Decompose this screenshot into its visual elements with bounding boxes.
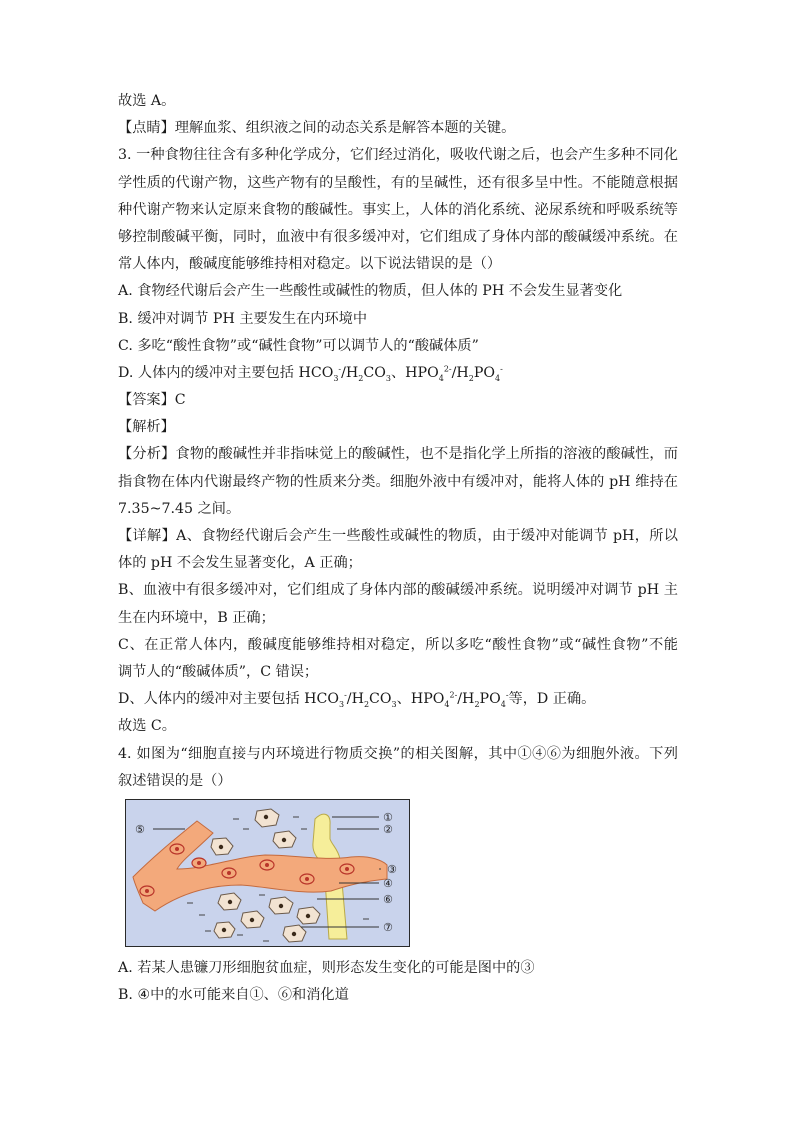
subscript: 2 [468, 373, 474, 383]
text-run: /H [451, 364, 469, 381]
text-line-l09: B. 缓冲对调节 PH 主要发生在内环境中 [118, 310, 368, 327]
text-line-l01: 故选 A。 [118, 93, 176, 109]
subscript: 3 [339, 699, 345, 709]
label-7: ⑦ [383, 920, 393, 934]
text-line-l03: 3. 一种食物往往含有多种化学成分，它们经过消化，吸收代谢之后，也会产生多种不同化 [118, 147, 678, 164]
subscript: 4 [438, 373, 444, 383]
tissue-diagram [125, 799, 415, 949]
label-2: ② [383, 822, 393, 836]
text-line-l07: 常人体内，酸碱度能够维持相对稳定。以下说法错误的是（） [118, 256, 502, 273]
superscript: - [505, 690, 509, 700]
text-run: 、HPO [396, 691, 445, 708]
text-run: 、HPO [390, 364, 439, 381]
superscript: - [500, 364, 503, 374]
option-d-line [118, 360, 678, 387]
text-run: CO [369, 691, 392, 708]
question-3-block [118, 88, 678, 360]
text-line-l02: 【点睛】理解血浆、组织液之间的动态关系是解答本题的关键。 [118, 120, 516, 137]
superscript: - [344, 690, 347, 700]
text-line-l14: 【分析】食物的酸碱性并非指味觉上的酸碱性，也不是指化学上所指的溶液的酸碱性，而 [118, 446, 678, 463]
text-line-l26: 叙述错误的是（） [118, 772, 232, 789]
label-4: ④ [383, 876, 393, 890]
label-6: ⑥ [383, 892, 393, 906]
subscript: 2 [363, 699, 370, 709]
label-5: ⑤ [135, 822, 145, 836]
label-1: ① [383, 810, 393, 824]
text-line-l20: 生在内环境中，B 正确； [118, 609, 275, 626]
text-run: PO [479, 691, 501, 708]
text-line-l17: 【详解】A、食物经代谢后会产生一些酸性或碱性的物质，由于缓冲对能调节 pH，所以 [118, 528, 678, 544]
text-line-l28: B. ④中的水可能来自①、⑥和消化道 [118, 987, 349, 1004]
text-line-l24: 故选 C。 [118, 718, 176, 735]
subscript: 3 [391, 699, 397, 709]
superscript: - [338, 364, 342, 374]
text-line-l13: 【解析】 [118, 419, 175, 436]
text-line-l16: 7.35~7.45 之间。 [118, 500, 241, 517]
question-4-options [118, 955, 678, 1009]
subscript: 2 [474, 699, 480, 709]
text-line-l22: 调节人的“酸碱体质”，C 错误； [118, 663, 319, 680]
text-line-l10: C. 多吃“酸性食物”或“碱性食物”可以调节人的“酸碱体质” [118, 337, 479, 354]
superscript: 2- [443, 364, 452, 374]
text-line-l19: B、血液中有很多缓冲对，它们组成了身体内部的酸碱缓冲系统。说明缓冲对调节 pH 主 [118, 582, 678, 599]
text-line-l05: 种代谢产物来认定原来食物的酸碱性。事实上，人体的消化系统、泌尿系统和呼吸系统等 [118, 201, 678, 218]
text-run: PO [473, 364, 496, 381]
text-line-l12: 【答案】C [118, 392, 186, 409]
label-3: ③ [387, 862, 397, 876]
text-run: CO [363, 364, 386, 381]
text-run: D、人体内的缓冲对主要包括 HCO [118, 691, 339, 708]
text-run: D. 人体内的缓冲对主要包括 HCO [118, 364, 334, 381]
text-run: 等，D 正确。 [508, 691, 596, 708]
text-run: /H [346, 691, 364, 708]
subscript: 3 [333, 373, 339, 383]
text-line-l15: 指食物在体内代谢最终产物的性质来分类。细胞外液中有缓冲对，能将人体的 pH 维持在 [118, 473, 678, 490]
text-line-l21: C、在正常人体内，酸碱度能够维持相对稳定，所以多吃“酸性食物”或“碱性食物”不能 [118, 636, 678, 653]
tissue-exchange-figure [125, 799, 415, 949]
text-line-l04: 学性质的代谢产物，这些产物有的呈酸性，有的呈碱性，还有很多呈中性。不能随意根据 [118, 174, 678, 191]
subscript: 4 [444, 699, 450, 709]
subscript: 2 [358, 373, 364, 383]
text-line-l27: A. 若某人患镰刀形细胞贫血症，则形态发生变化的可能是图中的③ [118, 959, 535, 976]
subscript: 3 [385, 373, 391, 383]
text-line-l06: 够控制酸碱平衡，同时，血液中有很多缓冲对，它们组成了身体内部的酸碱缓冲系统。在 [118, 228, 678, 245]
question-4-stem [118, 713, 678, 795]
document-page [118, 88, 678, 1009]
subscript: 4 [495, 373, 501, 383]
text-run: /H [341, 364, 359, 381]
subscript: 4 [500, 699, 506, 709]
text-line-l18: 体的 pH 不会发生显著变化，A 正确； [118, 555, 362, 572]
text-run: /H [457, 691, 475, 708]
text-line-l25: 4. 如图为“细胞直接与内环境进行物质交换”的相关图解，其中①④⑥为细胞外液。下列 [118, 745, 678, 762]
detail-d-line [118, 686, 678, 713]
superscript: 2- [449, 690, 458, 700]
text-line-l08: A. 食物经代谢后会产生一些酸性或碱性的物质，但人体的 PH 不会发生显著变化 [118, 283, 623, 300]
answer-analysis-block [118, 387, 678, 686]
